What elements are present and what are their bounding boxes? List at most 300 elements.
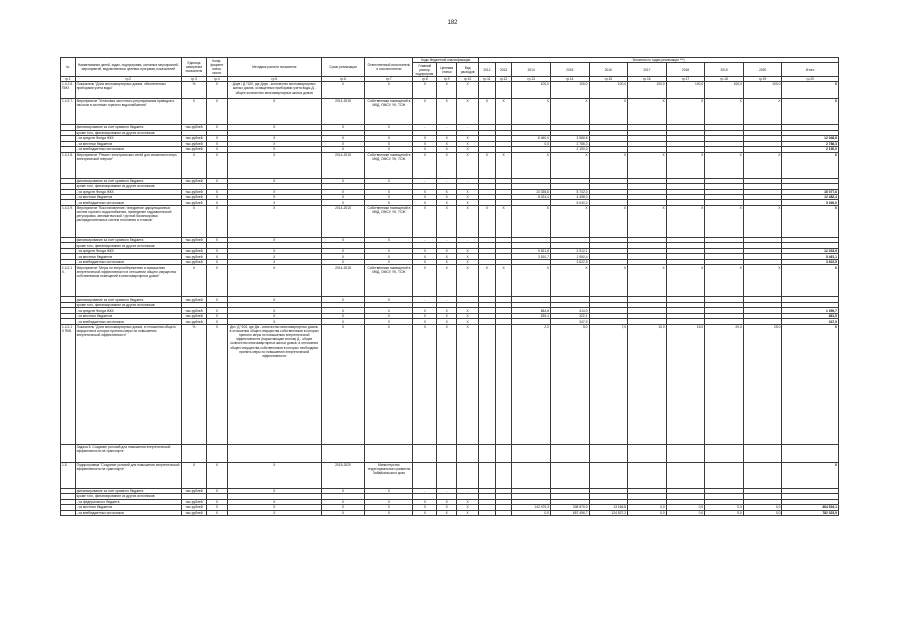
header-method: Методика расчета показателя bbox=[227, 58, 321, 77]
column-number: гр.18 bbox=[705, 76, 744, 81]
row-executor bbox=[365, 444, 413, 462]
row-executor: Х bbox=[365, 82, 413, 99]
row-name: финансирование за счет краевого бюджета bbox=[75, 125, 181, 130]
value-2018: Х bbox=[666, 265, 705, 297]
row-unit: тыс.рублей bbox=[181, 499, 206, 504]
header-total: Итого bbox=[782, 63, 839, 76]
column-number: гр.3 bbox=[181, 76, 206, 81]
row-grbs: Х bbox=[413, 265, 437, 297]
value-2015: 4 458,0 bbox=[550, 195, 589, 200]
row-terms: Х bbox=[321, 313, 365, 318]
row-number: 1.4.2.8. bbox=[61, 152, 76, 178]
value-2015: 308 870,0 bbox=[550, 505, 589, 510]
row-total: Х bbox=[782, 462, 839, 488]
row-grbs: Х bbox=[413, 499, 437, 504]
row-unit: тыс.рублей bbox=[181, 147, 206, 152]
row-coef: Х bbox=[206, 200, 227, 205]
row-csr: - bbox=[437, 488, 457, 493]
row-csr: Х bbox=[437, 147, 457, 152]
value-2015: 5,0 bbox=[550, 324, 589, 444]
value-2020: 0,0 bbox=[743, 510, 782, 515]
row-terms: Х bbox=[321, 505, 365, 510]
row-name: - из внебюджетных источников bbox=[75, 319, 181, 324]
column-number: гр.5 bbox=[227, 76, 321, 81]
column-number: гр.7 bbox=[365, 76, 413, 81]
program-table bbox=[60, 57, 839, 516]
row-name: - из местных бюджетов bbox=[75, 313, 181, 318]
row-total: 12 033,9 bbox=[782, 248, 839, 253]
row-method: Х bbox=[227, 152, 321, 178]
row-method bbox=[227, 444, 321, 462]
row-number: 1.4.2.10 ПМ1 bbox=[61, 324, 76, 444]
row-coef: Х bbox=[206, 237, 227, 242]
row-vr: Х bbox=[457, 99, 479, 125]
value-2015: 2 512,1 bbox=[550, 248, 589, 253]
row-unit: тыс.рублей bbox=[181, 200, 206, 205]
column-number: гр.4 bbox=[206, 76, 227, 81]
table-header bbox=[61, 58, 839, 82]
value-2018: Х bbox=[666, 152, 705, 178]
value-2014: 8 460,0 bbox=[512, 136, 551, 141]
table-row bbox=[61, 444, 839, 462]
row-csr bbox=[437, 462, 457, 488]
row-grbs: Х bbox=[413, 136, 437, 141]
value-2018: 100,0 bbox=[666, 82, 705, 99]
value-2014: 9 521,8 bbox=[512, 248, 551, 253]
value-2017: 10,0 bbox=[628, 324, 667, 444]
row-grbs: Х bbox=[413, 510, 437, 515]
row-grbs: Х bbox=[413, 319, 437, 324]
row-grbs: Х bbox=[413, 313, 437, 318]
row-csr: Х bbox=[437, 82, 457, 99]
value-2017: Х bbox=[628, 152, 667, 178]
row-unit: Х bbox=[181, 462, 206, 488]
row-csr: Х bbox=[437, 200, 457, 205]
table-row bbox=[61, 99, 839, 125]
row-csr: Х bbox=[437, 205, 457, 237]
row-csr: - bbox=[437, 297, 457, 302]
row-total: 782 323,9 bbox=[782, 510, 839, 515]
row-executor: Х bbox=[365, 488, 413, 493]
row-total: 861,5 bbox=[782, 313, 839, 318]
row-method: Х bbox=[227, 99, 321, 125]
row-name: - из местных бюджетов bbox=[75, 195, 181, 200]
header-coef: Коэф-фициент значи-мости bbox=[206, 58, 227, 77]
row-terms: Х bbox=[321, 82, 365, 99]
row-name: Мероприятие "Ремонт электрических сетей для снижения потерь электрической энергии" bbox=[75, 152, 181, 178]
value-2018: 0,0 bbox=[666, 510, 705, 515]
row-coef: Х bbox=[206, 324, 227, 444]
row-grbs: Х bbox=[413, 308, 437, 313]
row-csr: Х bbox=[437, 189, 457, 194]
row-executor: Х bbox=[365, 319, 413, 324]
column-number: гр.19 bbox=[743, 76, 782, 81]
row-coef: Х bbox=[206, 259, 227, 264]
row-unit: тыс.рублей bbox=[181, 297, 206, 302]
row-unit bbox=[181, 444, 206, 462]
row-unit: тыс.рублей bbox=[181, 488, 206, 493]
row-name: Показатель "Доля многоквартирных домов, обеспеченных приборами учета воды" bbox=[75, 82, 181, 99]
header-year: 2017 bbox=[628, 63, 667, 76]
row-unit: тыс.рублей bbox=[181, 319, 206, 324]
value-2019: 100,0 bbox=[705, 82, 744, 99]
row-unit: тыс.рублей bbox=[181, 313, 206, 318]
value-2013: Х bbox=[495, 99, 512, 125]
row-coef: Х bbox=[206, 189, 227, 194]
row-executor: Х bbox=[365, 505, 413, 510]
row-total: Х bbox=[782, 205, 839, 237]
row-name: кроме того, финансирование из других источников: bbox=[75, 184, 181, 189]
row-method: Х bbox=[227, 505, 321, 510]
value-2016: 100,0 bbox=[589, 82, 628, 99]
row-vr: Х bbox=[457, 82, 479, 99]
row-coef: Х bbox=[206, 147, 227, 152]
value-2017: Х bbox=[628, 205, 667, 237]
row-unit: тыс.рублей bbox=[181, 178, 206, 183]
row-terms: 2014-2015 bbox=[321, 265, 365, 297]
row-unit: Х bbox=[181, 265, 206, 297]
table-row bbox=[61, 265, 839, 297]
value-2015 bbox=[550, 444, 589, 462]
row-terms: Х bbox=[321, 259, 365, 264]
row-method: Х bbox=[227, 200, 321, 205]
row-csr: Х bbox=[437, 152, 457, 178]
value-2018: Х bbox=[666, 205, 705, 237]
value-2014 bbox=[512, 462, 551, 488]
row-executor: Х bbox=[365, 254, 413, 259]
row-name: - из внебюджетных источников bbox=[75, 510, 181, 515]
value-2019: Х bbox=[705, 152, 744, 178]
header-year: 2018 bbox=[666, 63, 705, 76]
row-coef: Х bbox=[206, 265, 227, 297]
row-terms: Х bbox=[321, 488, 365, 493]
value-2014: 3 510,7 bbox=[512, 254, 551, 259]
row-terms: 2014-2015 bbox=[321, 152, 365, 178]
row-method: Х bbox=[227, 248, 321, 253]
value-2015: 100,0 bbox=[550, 82, 589, 99]
value-2014: Х bbox=[512, 205, 551, 237]
table-row bbox=[61, 82, 839, 99]
value-2014: 100,0 bbox=[512, 82, 551, 99]
row-total: Х bbox=[782, 82, 839, 99]
row-coef: Х bbox=[206, 499, 227, 504]
row-csr: Х bbox=[437, 324, 457, 444]
row-method: Х bbox=[227, 141, 321, 146]
row-vr: Х bbox=[457, 205, 479, 237]
row-name: - из внебюджетных источников bbox=[75, 147, 181, 152]
row-name: Мероприятие "Меры по энергосбережению и повышению энергетической эффективности в отношении общего имущества собственников помещений в многоквартирных домах" bbox=[75, 265, 181, 297]
row-unit: тыс.рублей bbox=[181, 254, 206, 259]
row-terms: Х bbox=[321, 297, 365, 302]
row-method: Х bbox=[227, 308, 321, 313]
row-coef: Х bbox=[206, 297, 227, 302]
row-grbs: - bbox=[413, 178, 437, 183]
value-2012: Х bbox=[479, 205, 496, 237]
row-grbs: - bbox=[413, 237, 437, 242]
column-number: гр.6 bbox=[321, 76, 365, 81]
value-2013 bbox=[495, 444, 512, 462]
row-name: - из местных бюджетов bbox=[75, 505, 181, 510]
value-2020 bbox=[743, 462, 782, 488]
value-2016: 7,0 bbox=[589, 324, 628, 444]
row-csr: Х bbox=[437, 141, 457, 146]
page-number: 182 bbox=[447, 20, 458, 26]
row-unit: тыс.рублей bbox=[181, 248, 206, 253]
row-vr: - bbox=[457, 237, 479, 242]
value-2018: 15,0 bbox=[666, 324, 705, 444]
row-csr: Х bbox=[437, 505, 457, 510]
value-2013: Х bbox=[495, 152, 512, 178]
row-name: Задача 5. Создание условий для повышения энергетической эффективности на транспорте bbox=[75, 444, 181, 462]
value-2019: Х bbox=[705, 99, 744, 125]
column-number: гр.9 bbox=[437, 76, 457, 81]
row-coef: Х bbox=[206, 510, 227, 515]
row-vr: - bbox=[457, 125, 479, 130]
row-terms: Х bbox=[321, 141, 365, 146]
row-unit: Х bbox=[181, 99, 206, 125]
row-terms: Х bbox=[321, 510, 365, 515]
row-number bbox=[61, 510, 76, 515]
column-number: гр.12 bbox=[495, 76, 512, 81]
row-name: - из местных бюджетов bbox=[75, 141, 181, 146]
row-method: Х bbox=[227, 189, 321, 194]
row-executor: Х bbox=[365, 237, 413, 242]
value-2012 bbox=[479, 462, 496, 488]
row-name: - из федерального бюджета bbox=[75, 499, 181, 504]
row-grbs: Х bbox=[413, 195, 437, 200]
value-2019 bbox=[705, 462, 744, 488]
value-2020: 100,0 bbox=[743, 82, 782, 99]
row-total: 5 040,0 bbox=[782, 200, 839, 205]
column-number: гр.11 bbox=[479, 76, 496, 81]
row-csr: Х bbox=[437, 319, 457, 324]
header-year: 2019 bbox=[705, 63, 744, 76]
row-name: финансирование за счет краевого бюджета bbox=[75, 178, 181, 183]
value-2015: Х bbox=[550, 265, 589, 297]
value-2015 bbox=[550, 462, 589, 488]
column-number: гр.1 bbox=[61, 76, 76, 81]
row-vr bbox=[457, 444, 479, 462]
row-unit: тыс.рублей bbox=[181, 505, 206, 510]
row-total: 12 048,8 bbox=[782, 136, 839, 141]
value-2013 bbox=[495, 510, 512, 515]
table-body bbox=[61, 82, 839, 516]
value-2019: Х bbox=[705, 265, 744, 297]
row-grbs: Х bbox=[413, 200, 437, 205]
row-vr: Х bbox=[457, 505, 479, 510]
header-no: № bbox=[61, 58, 76, 77]
row-coef: Х bbox=[206, 505, 227, 510]
value-2012: Х bbox=[479, 152, 496, 178]
row-terms: Х bbox=[321, 136, 365, 141]
row-executor: Х bbox=[365, 178, 413, 183]
row-coef bbox=[206, 444, 227, 462]
row-number: 1.4.2.6. ПМ3 bbox=[61, 82, 76, 99]
row-vr: Х bbox=[457, 136, 479, 141]
row-terms: Х bbox=[321, 499, 365, 504]
row-coef: Х bbox=[206, 125, 227, 130]
value-2016: Х bbox=[589, 152, 628, 178]
row-method: Х bbox=[227, 195, 321, 200]
row-method: Х bbox=[227, 136, 321, 141]
row-unit: тыс.рублей bbox=[181, 136, 206, 141]
value-2013 bbox=[495, 462, 512, 488]
value-2017 bbox=[628, 444, 667, 462]
row-terms: Х bbox=[321, 178, 365, 183]
value-2017 bbox=[628, 462, 667, 488]
row-csr: Х bbox=[437, 99, 457, 125]
row-terms: Х bbox=[321, 200, 365, 205]
table-row bbox=[61, 462, 839, 488]
row-grbs: Х bbox=[413, 324, 437, 444]
value-2015: Х bbox=[550, 152, 589, 178]
table-row bbox=[61, 152, 839, 178]
value-2018: 0,0 bbox=[666, 505, 705, 510]
row-total: 5 461,1 bbox=[782, 254, 839, 259]
row-number: 1.5. bbox=[61, 462, 76, 488]
value-2012 bbox=[479, 444, 496, 462]
row-coef: Х bbox=[206, 152, 227, 178]
row-method: Х bbox=[227, 178, 321, 183]
row-vr: Х bbox=[457, 248, 479, 253]
row-vr: - bbox=[457, 178, 479, 183]
value-2012 bbox=[479, 510, 496, 515]
row-grbs: - bbox=[413, 125, 437, 130]
row-terms bbox=[321, 444, 365, 462]
row-csr: Х bbox=[437, 195, 457, 200]
value-2014: 10 335,6 bbox=[512, 189, 551, 194]
row-terms: Х bbox=[321, 237, 365, 242]
row-grbs: Х bbox=[413, 254, 437, 259]
row-name: кроме того, финансирование из других источников: bbox=[75, 243, 181, 248]
row-unit: тыс.рублей bbox=[181, 308, 206, 313]
table-row bbox=[61, 205, 839, 237]
row-csr: Х bbox=[437, 136, 457, 141]
row-unit: тыс.рублей bbox=[181, 259, 206, 264]
row-vr: Х bbox=[457, 510, 479, 515]
header-year: 2016 bbox=[589, 63, 628, 76]
row-grbs bbox=[413, 444, 437, 462]
row-coef: Х bbox=[206, 178, 227, 183]
row-executor: Х bbox=[365, 125, 413, 130]
row-total: 3 622,5 bbox=[782, 259, 839, 264]
row-grbs: - bbox=[413, 488, 437, 493]
row-grbs: Х bbox=[413, 248, 437, 253]
value-2020: Х bbox=[743, 99, 782, 125]
row-executor: Х bbox=[365, 297, 413, 302]
row-number: 1.4.2.7. bbox=[61, 99, 76, 125]
table-row bbox=[61, 324, 839, 444]
row-terms: Х bbox=[321, 189, 365, 194]
row-method: Х bbox=[227, 237, 321, 242]
value-2019: 0,0 bbox=[705, 505, 744, 510]
column-number: гр.14 bbox=[550, 76, 589, 81]
row-unit: тыс.рублей bbox=[181, 237, 206, 242]
value-2020: Х bbox=[743, 265, 782, 297]
value-2020: Х bbox=[743, 205, 782, 237]
value-2014: Х bbox=[512, 152, 551, 178]
row-csr: Х bbox=[437, 248, 457, 253]
row-csr: - bbox=[437, 178, 457, 183]
row-method: Х bbox=[227, 462, 321, 488]
row-grbs: Х bbox=[413, 141, 437, 146]
row-method: Х bbox=[227, 297, 321, 302]
row-executor: Х bbox=[365, 141, 413, 146]
row-coef: Х bbox=[206, 254, 227, 259]
column-number: гр.20 bbox=[782, 76, 839, 81]
row-number: 1.4.2.10. bbox=[61, 265, 76, 297]
value-2020: Х bbox=[743, 152, 782, 178]
value-2019 bbox=[705, 444, 744, 462]
table-row bbox=[61, 510, 839, 515]
column-number: гр.13 bbox=[512, 76, 551, 81]
row-terms: Х bbox=[321, 195, 365, 200]
row-executor: Х bbox=[365, 195, 413, 200]
row-vr: Х bbox=[457, 324, 479, 444]
header-year: 2013 bbox=[495, 63, 512, 76]
row-name: - из средств Фонда ЖКХ bbox=[75, 136, 181, 141]
row-vr: Х bbox=[457, 147, 479, 152]
row-method: Х bbox=[227, 125, 321, 130]
value-2013: Х bbox=[495, 205, 512, 237]
row-terms: Х bbox=[321, 147, 365, 152]
row-executor: Министерство территориального развития Забайкальского края bbox=[365, 462, 413, 488]
row-unit: Х bbox=[181, 152, 206, 178]
row-vr: Х bbox=[457, 499, 479, 504]
row-unit: тыс.рублей bbox=[181, 510, 206, 515]
row-vr: Х bbox=[457, 259, 479, 264]
value-2014: Х bbox=[512, 265, 551, 297]
row-name: - из средств Фонда ЖКХ bbox=[75, 308, 181, 313]
row-grbs: Х bbox=[413, 205, 437, 237]
row-executor: Х bbox=[365, 147, 413, 152]
row-grbs: Х bbox=[413, 99, 437, 125]
row-method: Доув / Д *100, где Доув - количество многоквартирных жилых домов, оснащенных приборами учета воды Д - общее количество многоквартирных жилых домов bbox=[227, 82, 321, 99]
row-coef: Х bbox=[206, 488, 227, 493]
row-grbs: Х bbox=[413, 505, 437, 510]
row-vr: Х bbox=[457, 308, 479, 313]
row-terms: Х bbox=[321, 319, 365, 324]
row-unit: % bbox=[181, 82, 206, 99]
value-2012: Х bbox=[479, 99, 496, 125]
row-total: 2 150,0 bbox=[782, 147, 839, 152]
row-coef: Х bbox=[206, 319, 227, 324]
row-coef: Х bbox=[206, 136, 227, 141]
header-grbs: Главный распор. подпрограм. bbox=[413, 63, 437, 76]
row-name: кроме того, финансирование из других источников: bbox=[75, 302, 181, 307]
row-terms: 2015-2020 bbox=[321, 462, 365, 488]
row-name: - из средств Фонда ЖКХ bbox=[75, 248, 181, 253]
row-name: - из местных бюджетов bbox=[75, 254, 181, 259]
header-values-by-year: Значения по годам реализации ***) bbox=[479, 58, 839, 63]
row-grbs: Х bbox=[413, 189, 437, 194]
value-2015: 5 742,0 bbox=[550, 189, 589, 194]
row-csr: Х bbox=[437, 265, 457, 297]
row-coef: Х bbox=[206, 82, 227, 99]
row-name: кроме того, финансирование из других источников: bbox=[75, 494, 181, 499]
value-2015: Х bbox=[550, 99, 589, 125]
row-total: Х bbox=[782, 324, 839, 444]
value-2015: 414,9 bbox=[550, 308, 589, 313]
row-grbs: - bbox=[413, 297, 437, 302]
value-2015: Х bbox=[550, 205, 589, 237]
value-2020: 25,0 bbox=[743, 324, 782, 444]
row-grbs bbox=[413, 462, 437, 488]
value-2012 bbox=[479, 82, 496, 99]
value-2013 bbox=[495, 324, 512, 444]
row-csr: Х bbox=[437, 259, 457, 264]
row-method: Х bbox=[227, 488, 321, 493]
